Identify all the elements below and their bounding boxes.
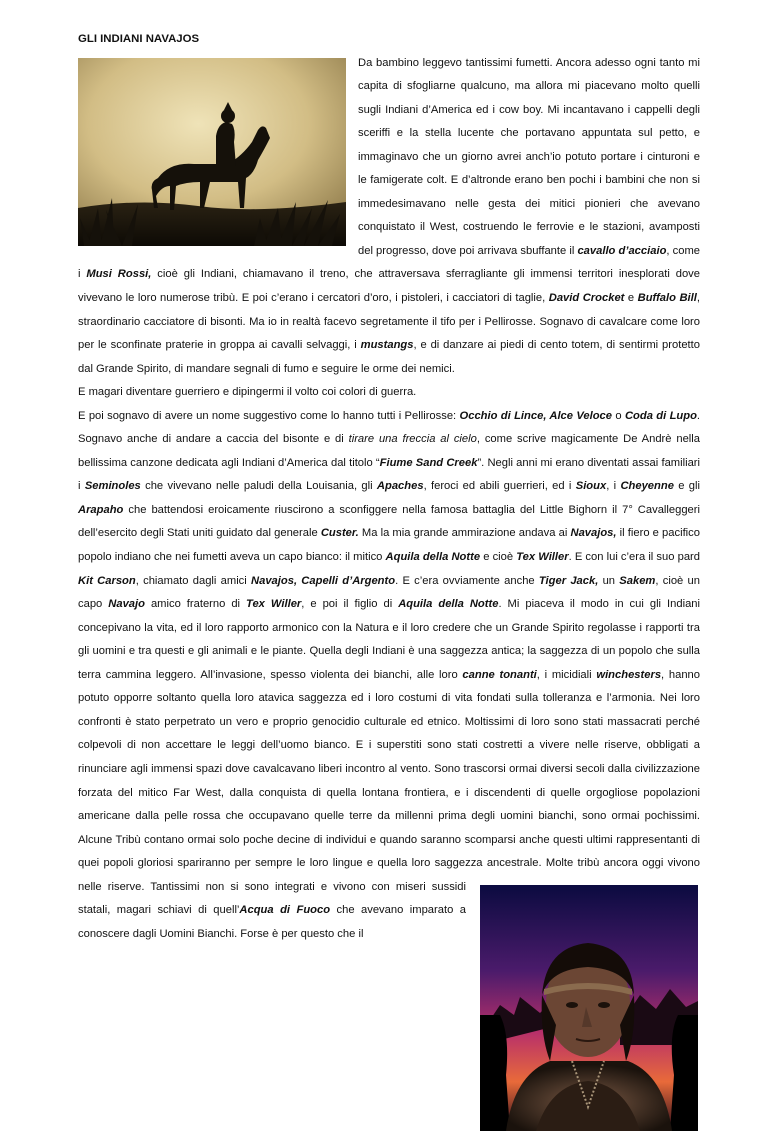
p1-text-1: Da bambino leggevo tantissimi fumetti. Ancora adesso ogni tanto mi capita di sfogliarne qualcuno, ma allora mi piacevano molto quelli sugli Indiani d’America ed i cow boy. Mi incantavano i cappelli degli sceriffi e la stella lucente che portavano appuntata sul petto, e immaginavo che un giorno avrei anch’io potuto portare i cinturoni e le famigerate colt. E d’altronde erano ben pochi i bambini che non si immedesimavano nelle gesta dei mitici pionieri che avevano conquistato il West, costruendo le ferrovie e le stazioni, avamposti del progresso, dove poi arrivava sbuffante il [358,56,700,257]
p3-e29: Navajos, Capelli d’Argento [251,574,396,587]
p3-t14: , i [606,480,621,493]
article [78,28,700,1135]
p3-t10: che vivevano nelle paludi della Louisania, gli [140,480,377,493]
p1-em-cavallo: cavallo d’acciaio [577,244,667,257]
p3-t0: E poi sognavo di avere un nome suggestivo come lo hanno tutti i Pellirosse: [78,409,460,422]
p3-e7: Fiume Sand Creek [379,456,478,469]
p3-e17: Arapaho [78,503,124,516]
p3-e35: Navajo [108,598,145,611]
p3-e19: Custer. [320,527,359,540]
p3-t42: , i micidiali [536,668,597,681]
p1-text-2: , come i [78,244,700,281]
p3-t28: , chiamato dagli amici [135,574,252,587]
p1-em-buffalo: Buffalo Bill [637,292,697,305]
p3-e9: Seminoles [84,480,141,493]
p3-e15: Cheyenne [620,480,674,493]
horseman-silhouette-photo [78,58,346,246]
p3-e43: winchesters [596,668,662,681]
p3-t20: Ma la mia grande ammirazione andava ai [358,527,571,540]
p3-t24: e cioè [480,551,517,564]
p3-t6: , come scrive magicamente De Andrè nella bellissima canzone dedicata agli Indiani d’America dal titolo “ [78,433,700,469]
p3-e33: Sakem [619,574,656,587]
p3-t34: , cioè un capo [78,574,700,611]
paragraph-2: E magari diventare guerriero e dipingermi il volto coi colori di guerra. [78,386,417,399]
p3-t26: . E con lui c’era il suo pard [568,551,700,564]
p1-text-5: , straordinario cacciatore di bisonti. Ma io in realtà facevo segretamente il tifo per i Pellirosse. Sognavo di cavalcare come loro per le sconfinate praterie in groppa ai cavalli selvaggi, i [78,292,700,352]
p3-e45: Acqua di Fuoco [239,904,331,917]
p3-t32: un [598,574,620,587]
p3-e27: Kit Carson [78,574,136,587]
p3-t46: che avevano imparato a conoscere dagli Uomini Bianchi. Forse è per questo che il [78,904,466,940]
p3-e21: Navajos, [570,527,617,540]
p3-t30: . E c’era ovviamente anche [395,574,539,587]
p3-t16: e gli [673,480,700,493]
p1-em-musi-rossi: Musi Rossi, [86,268,152,281]
p3-t36: amico fraterno di [144,598,247,611]
p3-t18: che battendosi eroicamente riuscirono a sconfiggere nella famosa battaglia del Little Bighorn il 7° Cavalleggeri dell’esercito degli Stati uniti guidato dal generale [78,503,700,540]
p3-e5: tirare una freccia al cielo [348,433,477,446]
p3-t40: . Mi piaceva il modo in cui gli Indiani concepivano la vita, ed il loro rapporto armonico con la Natura e il loro credere che un Grande Spirito regolasse i rapporti tra gli uomini e tra questi e gli animali e le piante. Quella degli Indiani è una saggezza antica; la saggezza di un popolo che sulla terra cammina leggero. All’invasione, spesso violenta dei bianchi, alle loro [78,598,701,681]
p3-e31: Tiger Jack, [538,574,599,587]
p3-t44: , hanno potuto opporre soltanto quella loro atavica saggezza ed i loro costumi di vita fondati sulla tolleranza e l’armonia. Nei loro confronti è stato perpetrato un vero e proprio genocidio culturale ed etnico. Moltissimi di loro sono stati massacrati perché colpevoli di non accettare le leggi dell’uomo bianco. E i superstiti sono stati costretti a vivere nelle riserve, obbligati a rinunciare agli immensi spazi dove cavalcavano liberi incontro al vento. Sono trascorsi ormai diversi secoli dalla civilizzazione forzata del mitico Far West, dalla conquista di quella lontana frontiera, e i discendenti di quelle orgogliose popolazioni americane dalla pelle rossa che occupavano quelle terre da millenni prima degli uomini bianchi, sono ormai pochissimi. Alcune Tribù contano ormai solo poche decine di individui e quando saranno scomparsi anche questi ultimi rappresentanti di quei popoli gloriosi spariranno per sempre le loro lingue e quella loro saggezza ancestrale. Molte tribù ancora oggi vivono nelle riserve. Tantissimi non si sono integrati e vivono con miseri sussidi statali, magari schiavi di quell’ [78,668,701,917]
p3-e37: Tex Willer [246,598,302,611]
p3-t2: o [612,409,625,422]
paragraph-1 [78,52,700,382]
p3-e11: Apaches [376,480,424,493]
p3-t12: , feroci ed abili guerrieri, ed i [423,480,576,493]
p3-e41: canne tonanti [462,668,537,681]
p3-t38: , e poi il figlio di [301,598,399,611]
p3-t22: il fiero e pacifico popolo indiano che nei fumetti aveva un capo bianco: il mitico [78,527,700,564]
p3-e3: Coda di Lupo [624,409,697,422]
p3-t8: ”. Negli anni mi erano diventati assai familiari i [78,456,700,493]
navajo-portrait-photo [480,885,698,1131]
p1-text-4: e [624,292,638,305]
p3-e1: Occhio di Lince, Alce Veloce [459,409,613,422]
p1-em-mustangs: mustangs [360,339,414,352]
p3-e13: Sioux [575,480,607,493]
p1-text-6: , e di danzare ai piedi di cento totem, di sentirmi protetto dal Grande Spirito, di mandare segnali di fumo e seguire le orme dei nemici. [78,339,700,375]
p3-t4: . Sognavo anche di andare a caccia del bisonte e di [78,409,701,446]
p3-e25: Tex Willer [516,551,569,564]
p1-em-crocket: David Crocket [548,292,625,305]
p1-text-3: cioè gli Indiani, chiamavano il treno, che attraversava sferragliante gli immensi territori inesplorati dove vivevano le loro numerose tribù. E poi c’erano i cercatori d’oro, i pistoleri, i cacciatori di taglie, [78,268,700,305]
p3-e39: Aquila della Notte [398,598,499,611]
paragraph-3 [78,405,700,947]
p3-e23: Aquila della Notte [385,551,481,564]
article-title: GLI INDIANI NAVAJOS [78,33,200,45]
